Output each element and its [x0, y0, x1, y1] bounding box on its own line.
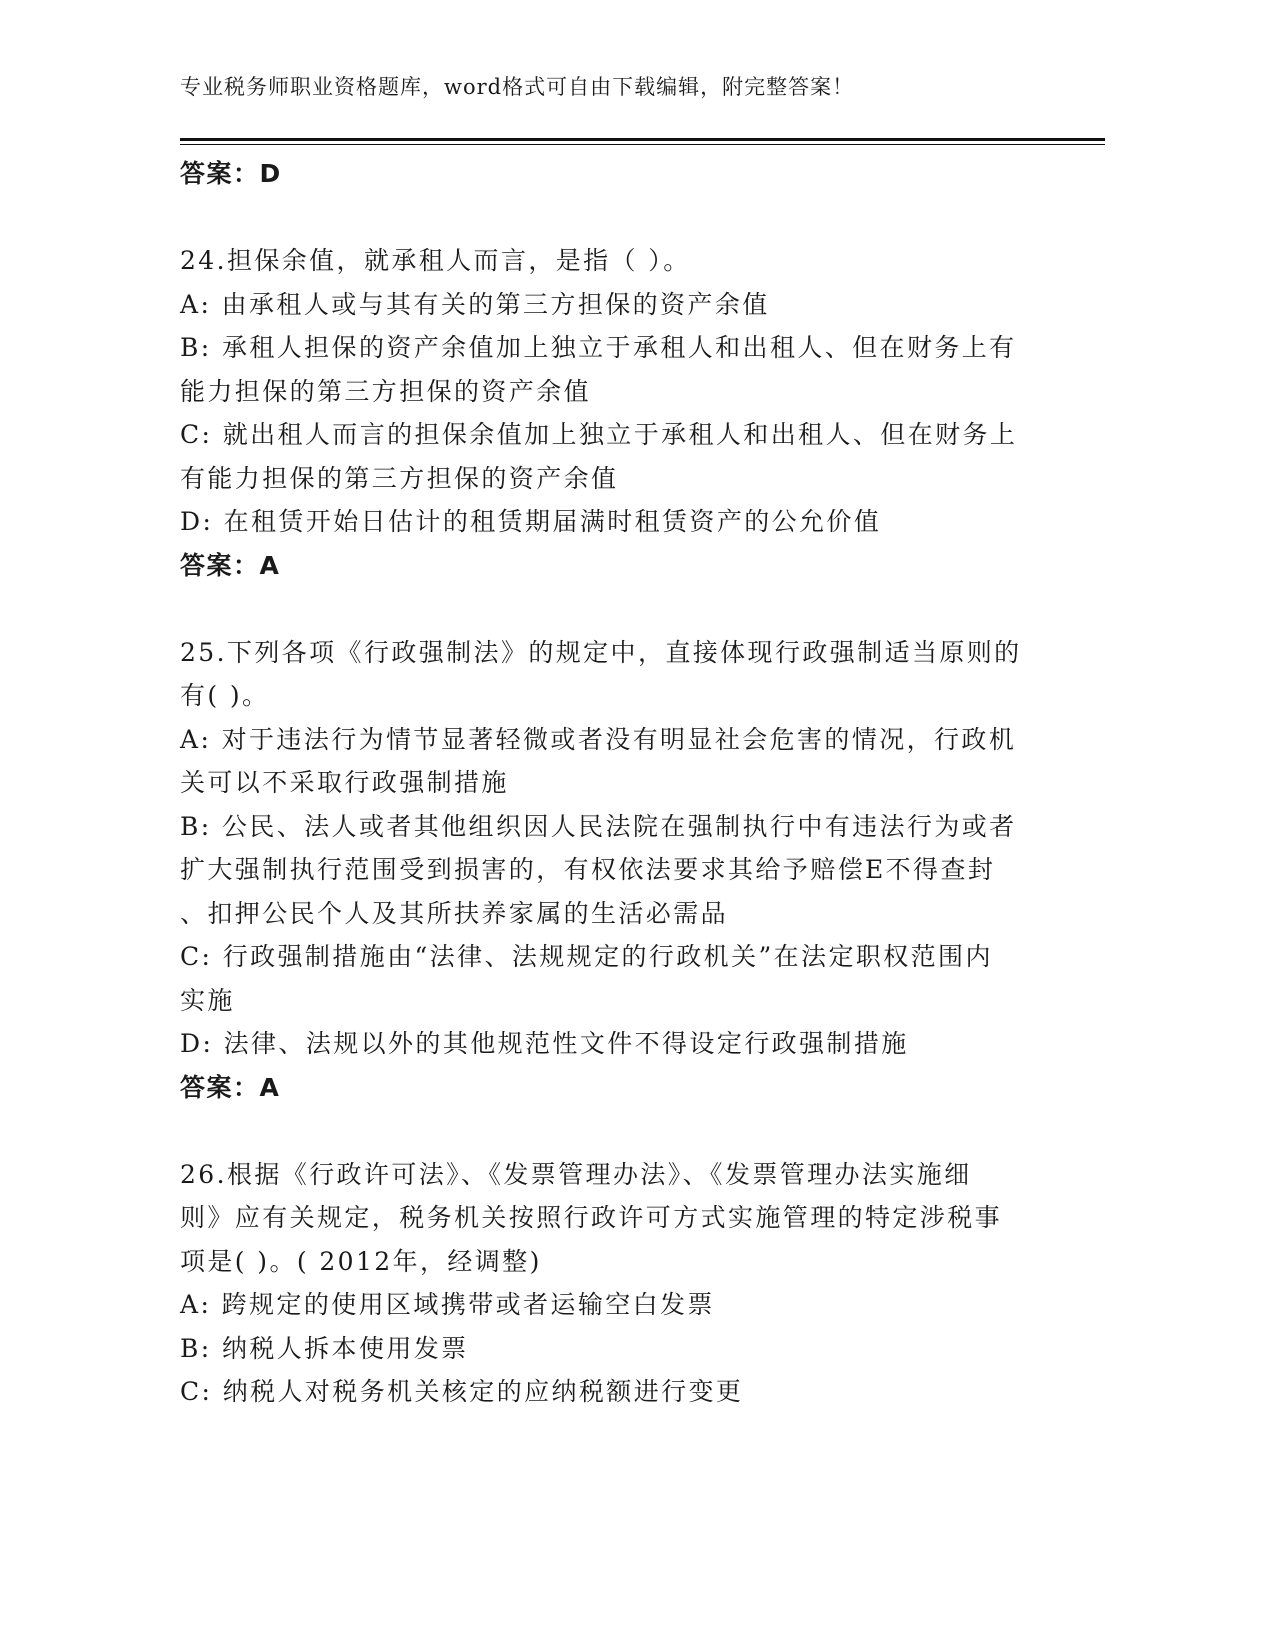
option-line: D: 在租赁开始日估计的租赁期届满时租赁资产的公允价值: [180, 507, 882, 536]
option-line: C: 纳税人对税务机关核定的应纳税额进行变更: [180, 1377, 744, 1406]
spacer: [180, 587, 1040, 631]
option-line: D: 法律、法规以外的其他规范性文件不得设定行政强制措施: [180, 1029, 909, 1058]
option-line: C: 行政强制措施由“法律、法规规定的行政机关”在法定职权范围内: [180, 942, 993, 971]
question-stem-line: 26.根据《行政许可法》、《发票管理办法》、《发票管理办法实施细: [180, 1159, 972, 1189]
question-block: [180, 631, 1040, 1153]
question-block: [180, 239, 1040, 631]
question-stem-line: 有( )。: [180, 681, 270, 710]
question-stem-line: 则》应有关规定，税务机关按照行政许可方式实施管理的特定涉税事: [180, 1203, 1003, 1232]
header-rule-thin: [180, 144, 1105, 145]
previous-answer: 答案：D: [180, 159, 282, 188]
question-stem-line: 24.担保余值，就承租人而言，是指（ ）。: [180, 246, 691, 275]
option-line: 关可以不采取行政强制措施: [180, 768, 509, 797]
answer-line: 答案：A: [180, 1072, 281, 1102]
option-line: 实施: [180, 985, 235, 1015]
question-stem-line: 项是( )。( 2012年，经调整): [180, 1246, 542, 1276]
question-stem-line: 25.下列各项《行政强制法》的规定中，直接体现行政强制适当原则的: [180, 637, 1022, 667]
question-list: [180, 239, 1040, 1414]
option-line: 能力担保的第三方担保的资产余值: [180, 376, 592, 406]
option-line: 有能力担保的第三方担保的资产余值: [180, 463, 619, 493]
question-block: [180, 1153, 1040, 1414]
header-rule-thick: [180, 138, 1105, 141]
spacer: [180, 196, 1040, 240]
option-line: B: 公民、法人或者其他组织因人民法院在强制执行中有违法行为或者: [180, 811, 1017, 841]
page-header: 专业税务师职业资格题库，word格式可自由下载编辑，附完整答案！: [180, 75, 855, 99]
document-body: [180, 152, 1040, 1414]
option-line: B: 承租人担保的资产余值加上独立于承租人和出租人、但在财务上有: [180, 333, 1017, 362]
option-line: C: 就出租人而言的担保余值加上独立于承租人和出租人、但在财务上: [180, 420, 1018, 449]
answer-line: 答案：A: [180, 550, 281, 580]
option-line: 扩大强制执行范围受到损害的，有权依法要求其给予赔偿E不得查封: [180, 855, 996, 884]
option-line: B: 纳税人拆本使用发票: [180, 1333, 469, 1363]
spacer: [180, 1109, 1040, 1153]
option-line: A: 对于违法行为情节显著轻微或者没有明显社会危害的情况，行政机: [180, 724, 1017, 754]
option-line: 、扣押公民个人及其所扶养家属的生活必需品: [180, 898, 729, 928]
option-line: A: 跨规定的使用区域携带或者运输空白发票: [180, 1290, 715, 1319]
option-line: A: 由承租人或与其有关的第三方担保的资产余值: [180, 289, 770, 319]
